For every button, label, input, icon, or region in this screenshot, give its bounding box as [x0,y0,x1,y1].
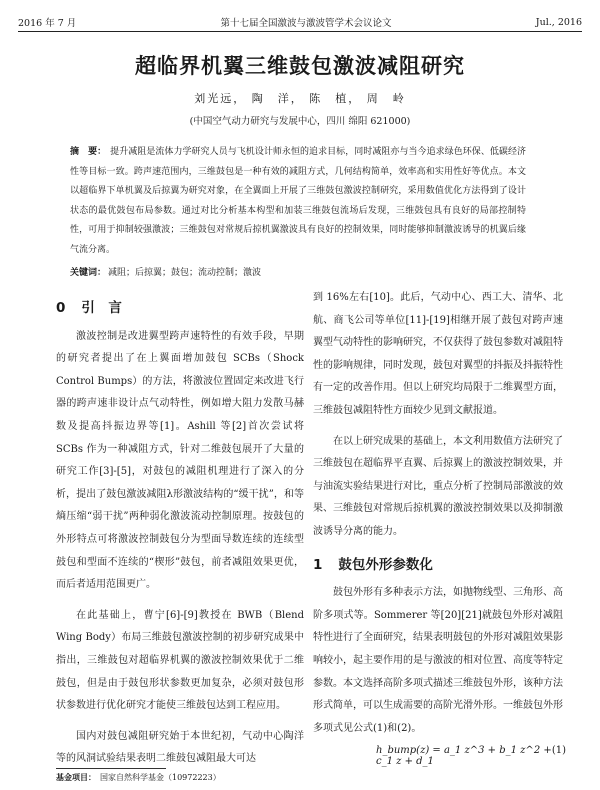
section-heading-bump [313,554,563,577]
section-number: 0 [56,300,66,316]
paragraph: 鼓包外形有多种表示方法，如抛物线型、三角形、高阶多项式等。Sommerer 等[20][21]就鼓包外形对减阻特性进行了全面研究，结果表明鼓包的外形对减阻效果影响较小，起主要作用的是与激波的相对位置、高度等特定参数。本文选择高阶多项式描述三维鼓包外形，该种方法形式简单，可以生成需要的高阶光滑外形。一维鼓包外形多项式见公式(1)和(2)。 [313,587,563,734]
author-list: 刘光远， 陶 洋， 陈 植， 周 岭 [194,92,406,105]
keywords-text: 减阻；后掠翼；鼓包；流动控制；激波 [108,268,262,278]
section-title: 引 言 [81,300,122,316]
keywords [70,264,526,282]
abstract [70,143,526,260]
equation-body: h_bump(z) = a_1 z^3 + b_1 z^2 + c_1 z + d_1 [376,745,552,767]
paragraph: 在以上研究成果的基础上，本文利用数值方法研究了三维鼓包在超临界平直翼、后掠翼上的激波控制效果，并与油流实验结果进行对比，重点分析了控制局部激波的效果、三维鼓包对常规后掠机翼的激波控制效果以及抑制激波诱导分离的能力。 [313,435,563,537]
paragraph: 激波控制是改进翼型跨声速特性的有效手段，早期的研究者提出了在上翼面增加鼓包 SCBs（Shock Control Bumps）的方法，将激波位置固定来改进飞行器的跨声速非设计点气动特性，例如增大阻力发散马赫数及提高抖振边界等[1]。Ashill 等[2]首次尝试将 SCBs 作为一种减阻方式，针对二维鼓包展开了大量的研究工作[3]-[5]，对鼓包的减阻机理进行了深入的分析，提出了鼓包激波减阻λ形激波结构的“缓干扰”，和等熵压缩“弱干扰”两种弱化激波流动控制原理。按鼓包的外形特点可将激波控制鼓包分为型面导数连续的连续型鼓包和型面不连续的“楔形”鼓包，前者减阻效果更优，而后者适用范围更广。 [56,330,304,591]
section-number: 1 [313,556,323,573]
paragraph: 到 16%左右[10]。此后，气动中心、西工大、清华、北航、商飞公司等单位[11]-[19]相继开展了鼓包对跨声速翼型气动特性的影响研究，不仅获得了鼓包参数对减阻特性的影响规律，同时发现，鼓包对翼型的抖振及抖振特性有一定的改善作用。但以上研究均局限于二维翼型方面，三维鼓包减阻特性方面较少见到文献报道。 [313,292,563,416]
footnote-label: 基金项目： [56,772,96,782]
equation-number: (1) [551,745,566,756]
affiliation: (中国空气动力研究与发展中心，四川 绵阳 621000) [189,116,411,127]
running-header [18,12,582,32]
paragraph: 国内对鼓包减阻研究始于本世纪初，气动中心陶洋等的风洞试验结果表明二维鼓包减阻最大可达 [56,730,304,765]
header-rule [18,31,582,32]
footnote-rule [56,768,166,769]
section-heading-intro [56,297,304,320]
abstract-label: 摘 要： [70,147,107,157]
abstract-text: 提升减阻是流体力学研究人员与飞机设计师永恒的追求目标，同时减阻亦与当今追求绿色环保、低碳经济性等目标一致。跨声速范围内，三维鼓包是一种有效的减阻方式，几何结构简单，效率高和实用性好等优点。本文以超临界下单机翼及后掠翼为研究对象，在全翼面上开展了三维鼓包激波控制研究，采用数值优化方法得到了设计状态的最优鼓包布局参数。通过对比分析基本构型和加装三维鼓包流场后发现，三维鼓包具有良好的局部控制特性，可用于抑制较强激波；三维鼓包对常规后掠机翼激波具有良好的控制效果，同时能够抑制激波诱导的机翼后缘气流分离。 [70,147,526,255]
equation-1 [376,745,566,767]
right-column [313,287,563,740]
header-date: 2016 年 7 月 [18,18,77,29]
section-title: 鼓包外形参数化 [338,556,433,573]
keywords-label: 关键词： [70,268,107,278]
footnote-text: 国家自然科学基金（10972223） [100,773,221,782]
funding-footnote [56,772,221,783]
paragraph: 在此基础上，曹宁[6]-[9]教授在 BWB（Blend Wing Body）布局三维鼓包激波控制的初步研究成果中指出，三维鼓包对超临界机翼的激波控制效果优于二维鼓包，但是由于鼓包形状参数更加复杂，必须对鼓包形状参数进行优化研究才能使三维鼓包达到工程应用。 [56,609,304,712]
paper-title: 超临界机翼三维鼓包激波减阻研究 [135,54,465,78]
header-date-en: Jul., 2016 [535,16,582,28]
header-conference: 第十七届全国激波与激波管学术会议论文 [220,18,392,29]
left-column [56,287,304,771]
